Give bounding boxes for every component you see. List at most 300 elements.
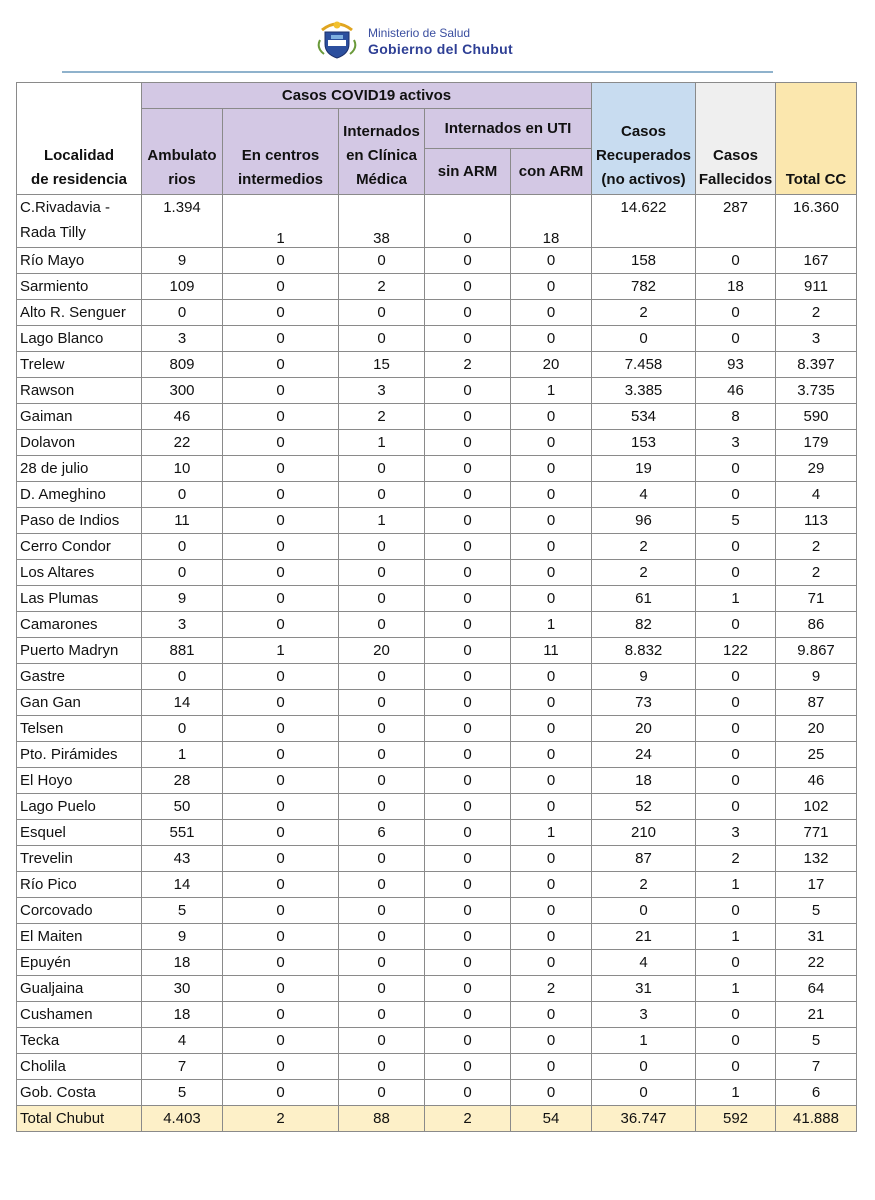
cell-sin-arm: 0 [425, 378, 511, 404]
cell-con-arm: 0 [511, 274, 592, 300]
cell-centros: 0 [223, 560, 339, 586]
cell-recuperados: 4 [592, 950, 696, 976]
cell-clinica: 0 [339, 248, 425, 274]
cell-localidad: Epuyén [17, 950, 142, 976]
cell-con-arm: 0 [511, 716, 592, 742]
header-casos-activos: Casos COVID19 activos [142, 83, 592, 109]
cell-clinica: 1 [339, 508, 425, 534]
cell-ambulatorios: 881 [142, 638, 223, 664]
cell-ambulatorios: 0 [142, 534, 223, 560]
cell-clinica: 0 [339, 794, 425, 820]
cell-centros: 0 [223, 456, 339, 482]
cell-ambulatorios: 43 [142, 846, 223, 872]
cell-con-arm: 0 [511, 430, 592, 456]
cell-sin-arm: 0 [425, 638, 511, 664]
cell-con-arm: 0 [511, 846, 592, 872]
cell-total: 5 [776, 898, 857, 924]
cell-ambulatorios: 9 [142, 586, 223, 612]
cell-localidad: Telsen [17, 716, 142, 742]
cell-localidad: El Maiten [17, 924, 142, 950]
table-row [17, 690, 857, 716]
table-row [17, 664, 857, 690]
cell-fallecidos: 0 [696, 898, 776, 924]
cell-sin-arm: 0 [425, 1054, 511, 1080]
cell-localidad: Total Chubut [17, 1106, 142, 1132]
cell-fallecidos: 0 [696, 456, 776, 482]
cell-sin-arm: 0 [425, 1028, 511, 1054]
cell-ambulatorios: 3 [142, 612, 223, 638]
cell-sin-arm: 0 [425, 872, 511, 898]
header-recuperados-line2: Recuperados [595, 147, 692, 164]
cell-recuperados: 20 [592, 716, 696, 742]
cell-ambulatorios: 18 [142, 1002, 223, 1028]
cell-con-arm: 1 [511, 820, 592, 846]
cell-clinica: 0 [339, 1080, 425, 1106]
cell-sin-arm: 0 [425, 794, 511, 820]
cell-con-arm: 0 [511, 300, 592, 326]
cell-localidad: Gaiman [17, 404, 142, 430]
header-ambulatorios-line2: rios [168, 171, 196, 188]
cell-localidad: Pto. Pirámides [17, 742, 142, 768]
cell-localidad: Paso de Indios [17, 508, 142, 534]
header-ambulatorios-line1: Ambulato [147, 147, 217, 164]
table-row [17, 872, 857, 898]
cell-sin-arm: 0 [425, 195, 511, 248]
cell-ambulatorios: 9 [142, 924, 223, 950]
cell-localidad: 28 de julio [17, 456, 142, 482]
cell-fallecidos: 1 [696, 976, 776, 1002]
header-total: Total CC [776, 83, 857, 195]
table-row [17, 534, 857, 560]
cell-con-arm: 0 [511, 924, 592, 950]
cell-ambulatorios: 0 [142, 482, 223, 508]
cell-centros: 0 [223, 794, 339, 820]
cell-con-arm: 0 [511, 950, 592, 976]
cell-con-arm: 54 [511, 1106, 592, 1132]
cell-centros: 0 [223, 768, 339, 794]
cell-sin-arm: 0 [425, 430, 511, 456]
cell-localidad: Gualjaina [17, 976, 142, 1002]
table-row [17, 404, 857, 430]
table-row [17, 820, 857, 846]
cell-fallecidos: 93 [696, 352, 776, 378]
table-row [17, 638, 857, 664]
header-recuperados [592, 83, 696, 195]
cell-total: 590 [776, 404, 857, 430]
cell-centros: 0 [223, 378, 339, 404]
cell-clinica: 38 [339, 195, 425, 248]
cell-con-arm: 0 [511, 586, 592, 612]
table-row [17, 430, 857, 456]
cell-total: 6 [776, 1080, 857, 1106]
cell-clinica: 0 [339, 326, 425, 352]
cell-fallecidos: 0 [696, 560, 776, 586]
cell-clinica: 0 [339, 872, 425, 898]
header-localidad-line2: de residencia [31, 171, 127, 188]
cell-total: 16.360 [776, 195, 857, 248]
cell-total: 132 [776, 846, 857, 872]
cell-ambulatorios: 11 [142, 508, 223, 534]
cell-total: 771 [776, 820, 857, 846]
cell-clinica: 0 [339, 950, 425, 976]
cell-sin-arm: 0 [425, 1002, 511, 1028]
cell-localidad-line2: Rada Tilly [20, 224, 86, 241]
cell-clinica: 0 [339, 456, 425, 482]
cell-clinica: 0 [339, 976, 425, 1002]
cell-fallecidos: 592 [696, 1106, 776, 1132]
cell-ambulatorios: 10 [142, 456, 223, 482]
cell-total: 20 [776, 716, 857, 742]
cell-fallecidos: 0 [696, 768, 776, 794]
cell-localidad: Cerro Condor [17, 534, 142, 560]
cell-sin-arm: 0 [425, 742, 511, 768]
cell-sin-arm: 0 [425, 820, 511, 846]
table-row [17, 768, 857, 794]
cell-con-arm: 0 [511, 690, 592, 716]
cell-recuperados: 153 [592, 430, 696, 456]
cell-recuperados: 2 [592, 534, 696, 560]
cell-centros: 0 [223, 872, 339, 898]
cell-localidad: Gastre [17, 664, 142, 690]
cell-total: 3.735 [776, 378, 857, 404]
cell-ambulatorios: 4.403 [142, 1106, 223, 1132]
cell-centros: 2 [223, 1106, 339, 1132]
cell-clinica: 6 [339, 820, 425, 846]
cell-clinica: 15 [339, 352, 425, 378]
cell-ambulatorios: 28 [142, 768, 223, 794]
cell-sin-arm: 0 [425, 664, 511, 690]
cell-total: 9.867 [776, 638, 857, 664]
cell-localidad: Lago Puelo [17, 794, 142, 820]
cell-con-arm: 0 [511, 898, 592, 924]
cell-localidad: Los Altares [17, 560, 142, 586]
cell-clinica: 20 [339, 638, 425, 664]
cell-recuperados: 3 [592, 1002, 696, 1028]
cell-centros: 0 [223, 534, 339, 560]
cell-centros: 0 [223, 430, 339, 456]
header-clinica-line2: en Clínica [346, 147, 417, 164]
cell-centros: 0 [223, 1028, 339, 1054]
cell-total: 2 [776, 560, 857, 586]
cell-sin-arm: 0 [425, 716, 511, 742]
cell-con-arm: 18 [511, 195, 592, 248]
cell-clinica: 0 [339, 534, 425, 560]
table-row [17, 195, 857, 248]
cell-centros: 0 [223, 300, 339, 326]
header-centros-line1: En centros [241, 147, 320, 164]
ministry-name: Ministerio de Salud [368, 26, 471, 40]
cell-ambulatorios: 46 [142, 404, 223, 430]
cell-localidad: El Hoyo [17, 768, 142, 794]
cell-total: 17 [776, 872, 857, 898]
cell-centros: 0 [223, 976, 339, 1002]
table-row [17, 742, 857, 768]
cell-recuperados: 8.832 [592, 638, 696, 664]
cell-fallecidos: 0 [696, 326, 776, 352]
cell-ambulatorios: 0 [142, 300, 223, 326]
header-clinica-line1: Internados [343, 123, 420, 140]
cell-localidad: Rawson [17, 378, 142, 404]
cell-ambulatorios: 0 [142, 716, 223, 742]
cell-ambulatorios: 50 [142, 794, 223, 820]
cell-recuperados: 782 [592, 274, 696, 300]
header-divider [62, 71, 773, 73]
cell-sin-arm: 2 [425, 1106, 511, 1132]
cell-con-arm: 0 [511, 248, 592, 274]
cell-centros: 0 [223, 924, 339, 950]
cell-centros: 1 [223, 638, 339, 664]
cell-localidad: Corcovado [17, 898, 142, 924]
table-row [17, 976, 857, 1002]
cell-ambulatorios: 22 [142, 430, 223, 456]
cell-ambulatorios: 14 [142, 872, 223, 898]
cell-total: 2 [776, 300, 857, 326]
cell-recuperados: 2 [592, 560, 696, 586]
cell-fallecidos: 1 [696, 872, 776, 898]
cell-centros: 0 [223, 508, 339, 534]
table-row [17, 560, 857, 586]
cell-sin-arm: 2 [425, 352, 511, 378]
cell-total: 64 [776, 976, 857, 1002]
cell-recuperados: 3.385 [592, 378, 696, 404]
cell-localidad: Lago Blanco [17, 326, 142, 352]
cell-clinica: 0 [339, 482, 425, 508]
cell-sin-arm: 0 [425, 976, 511, 1002]
cell-ambulatorios: 30 [142, 976, 223, 1002]
cell-total: 4 [776, 482, 857, 508]
cell-centros: 0 [223, 846, 339, 872]
cell-centros: 0 [223, 586, 339, 612]
cell-fallecidos: 0 [696, 1002, 776, 1028]
cell-recuperados: 96 [592, 508, 696, 534]
table-row [17, 924, 857, 950]
cell-con-arm: 0 [511, 1054, 592, 1080]
cell-total: 86 [776, 612, 857, 638]
table-row [17, 456, 857, 482]
cell-localidad: Alto R. Senguer [17, 300, 142, 326]
table-row [17, 1054, 857, 1080]
cell-fallecidos: 0 [696, 534, 776, 560]
cell-total: 71 [776, 586, 857, 612]
table-row [17, 300, 857, 326]
table-row [17, 508, 857, 534]
cell-ambulatorios: 0 [142, 664, 223, 690]
cell-fallecidos: 0 [696, 794, 776, 820]
cell-recuperados: 87 [592, 846, 696, 872]
cell-recuperados: 24 [592, 742, 696, 768]
table-row [17, 1080, 857, 1106]
table-row [17, 482, 857, 508]
cell-ambulatorios: 9 [142, 248, 223, 274]
cell-total: 29 [776, 456, 857, 482]
header-localidad [17, 83, 142, 195]
cell-total: 41.888 [776, 1106, 857, 1132]
table-row [17, 950, 857, 976]
cell-centros: 0 [223, 1002, 339, 1028]
cell-recuperados: 9 [592, 664, 696, 690]
table-row [17, 248, 857, 274]
cell-fallecidos: 122 [696, 638, 776, 664]
cell-clinica: 0 [339, 664, 425, 690]
cell-fallecidos: 0 [696, 742, 776, 768]
cell-fallecidos: 0 [696, 300, 776, 326]
table-row [17, 1028, 857, 1054]
header-fallecidos [696, 83, 776, 195]
cell-recuperados: 0 [592, 326, 696, 352]
cell-centros: 0 [223, 1080, 339, 1106]
cell-centros: 0 [223, 274, 339, 300]
cell-ambulatorios: 4 [142, 1028, 223, 1054]
cell-fallecidos: 18 [696, 274, 776, 300]
cell-sin-arm: 0 [425, 404, 511, 430]
cell-clinica: 0 [339, 742, 425, 768]
cell-localidad: Cholila [17, 1054, 142, 1080]
cell-recuperados: 1 [592, 1028, 696, 1054]
cell-fallecidos: 2 [696, 846, 776, 872]
table-row [17, 846, 857, 872]
government-name: Gobierno del Chubut [368, 41, 513, 57]
cell-recuperados: 210 [592, 820, 696, 846]
table-row [17, 586, 857, 612]
cell-total: 3 [776, 326, 857, 352]
cell-con-arm: 1 [511, 612, 592, 638]
cell-sin-arm: 0 [425, 534, 511, 560]
cell-recuperados: 7.458 [592, 352, 696, 378]
table-row [17, 716, 857, 742]
cell-centros: 0 [223, 352, 339, 378]
header-uti: Internados en UTI [425, 109, 592, 149]
table-row [17, 1002, 857, 1028]
cell-fallecidos: 3 [696, 820, 776, 846]
cell-total: 911 [776, 274, 857, 300]
cell-recuperados: 19 [592, 456, 696, 482]
cell-ambulatorios: 109 [142, 274, 223, 300]
cell-fallecidos: 0 [696, 248, 776, 274]
cell-sin-arm: 0 [425, 1080, 511, 1106]
cell-recuperados: 158 [592, 248, 696, 274]
cell-fallecidos: 1 [696, 586, 776, 612]
cell-centros: 0 [223, 820, 339, 846]
cell-clinica: 0 [339, 586, 425, 612]
cell-clinica: 0 [339, 1028, 425, 1054]
table-row [17, 612, 857, 638]
cell-localidad: Camarones [17, 612, 142, 638]
cell-clinica: 0 [339, 898, 425, 924]
cell-centros: 0 [223, 482, 339, 508]
cell-clinica: 0 [339, 1054, 425, 1080]
cell-centros: 0 [223, 742, 339, 768]
cell-localidad: Gan Gan [17, 690, 142, 716]
cell-localidad: D. Ameghino [17, 482, 142, 508]
cell-centros: 0 [223, 898, 339, 924]
cell-con-arm: 0 [511, 456, 592, 482]
cell-sin-arm: 0 [425, 924, 511, 950]
cell-clinica: 88 [339, 1106, 425, 1132]
cell-ambulatorios: 0 [142, 560, 223, 586]
cell-localidad: Tecka [17, 1028, 142, 1054]
cell-fallecidos: 0 [696, 950, 776, 976]
cell-con-arm: 20 [511, 352, 592, 378]
cell-sin-arm: 0 [425, 950, 511, 976]
cell-recuperados: 0 [592, 1080, 696, 1106]
cell-clinica: 0 [339, 300, 425, 326]
cell-total: 5 [776, 1028, 857, 1054]
cell-recuperados: 534 [592, 404, 696, 430]
cell-localidad [17, 195, 142, 248]
cell-localidad: Gob. Costa [17, 1080, 142, 1106]
cell-fallecidos: 287 [696, 195, 776, 248]
cell-fallecidos: 0 [696, 1054, 776, 1080]
cell-ambulatorios: 1 [142, 742, 223, 768]
provincial-shield-icon [316, 18, 358, 60]
cell-sin-arm: 0 [425, 326, 511, 352]
table-row [17, 378, 857, 404]
cell-con-arm: 0 [511, 404, 592, 430]
cell-ambulatorios: 1.394 [142, 195, 223, 248]
cell-con-arm: 0 [511, 482, 592, 508]
cell-recuperados: 0 [592, 898, 696, 924]
cell-sin-arm: 0 [425, 768, 511, 794]
cell-total: 113 [776, 508, 857, 534]
cell-fallecidos: 3 [696, 430, 776, 456]
cell-con-arm: 1 [511, 378, 592, 404]
cell-fallecidos: 0 [696, 612, 776, 638]
cell-fallecidos: 8 [696, 404, 776, 430]
table-row [17, 794, 857, 820]
header-con-arm: con ARM [511, 149, 592, 195]
cell-con-arm: 0 [511, 508, 592, 534]
cell-con-arm: 0 [511, 1002, 592, 1028]
cell-centros: 0 [223, 248, 339, 274]
cell-recuperados: 31 [592, 976, 696, 1002]
cell-total: 167 [776, 248, 857, 274]
cell-total: 22 [776, 950, 857, 976]
cell-clinica: 0 [339, 924, 425, 950]
table-body [17, 195, 857, 1132]
cell-sin-arm: 0 [425, 898, 511, 924]
cell-total: 8.397 [776, 352, 857, 378]
cell-total: 46 [776, 768, 857, 794]
cell-total: 87 [776, 690, 857, 716]
cell-centros: 0 [223, 1054, 339, 1080]
cell-localidad: Río Pico [17, 872, 142, 898]
cell-recuperados: 21 [592, 924, 696, 950]
cell-ambulatorios: 5 [142, 898, 223, 924]
cell-sin-arm: 0 [425, 300, 511, 326]
cell-recuperados: 36.747 [592, 1106, 696, 1132]
cell-ambulatorios: 300 [142, 378, 223, 404]
cell-centros: 0 [223, 612, 339, 638]
cell-centros: 0 [223, 950, 339, 976]
cell-recuperados: 82 [592, 612, 696, 638]
cell-sin-arm: 0 [425, 508, 511, 534]
header-centros-line2: intermedios [237, 171, 324, 188]
cell-clinica: 2 [339, 274, 425, 300]
cell-ambulatorios: 551 [142, 820, 223, 846]
cell-con-arm: 0 [511, 794, 592, 820]
header-centros [223, 109, 339, 195]
cell-fallecidos: 0 [696, 690, 776, 716]
cell-recuperados: 2 [592, 872, 696, 898]
cell-total: 31 [776, 924, 857, 950]
cell-sin-arm: 0 [425, 846, 511, 872]
cell-localidad: Cushamen [17, 1002, 142, 1028]
header-recuperados-line1: Casos [620, 123, 667, 140]
cell-fallecidos: 0 [696, 664, 776, 690]
cell-ambulatorios: 7 [142, 1054, 223, 1080]
header-recuperados-line3: (no activos) [601, 171, 686, 188]
table-row [17, 274, 857, 300]
